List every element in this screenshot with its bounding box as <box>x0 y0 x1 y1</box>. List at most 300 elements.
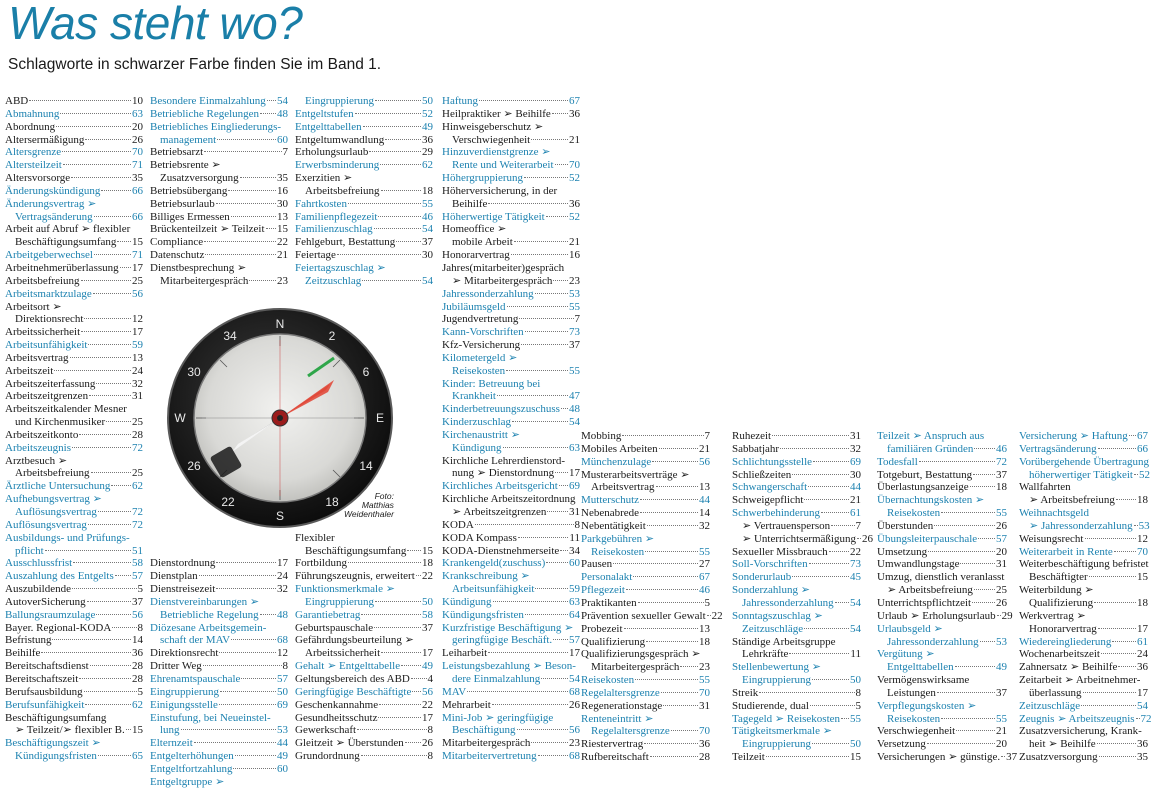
index-entry[interactable] <box>442 429 580 442</box>
index-entry[interactable] <box>150 108 288 121</box>
index-entry[interactable] <box>5 134 143 147</box>
index-entry[interactable] <box>732 520 861 533</box>
index-entry[interactable] <box>1019 469 1148 482</box>
index-entry[interactable] <box>732 584 861 597</box>
index-entry[interactable] <box>295 223 433 236</box>
entry-term: Arbeitsmarktzulage <box>5 287 92 300</box>
index-entry[interactable] <box>732 636 861 649</box>
index-entry[interactable] <box>442 596 580 609</box>
index-entry[interactable] <box>5 429 143 442</box>
index-entry[interactable] <box>295 249 433 262</box>
index-entry[interactable] <box>442 622 580 635</box>
index-entry[interactable] <box>442 416 580 429</box>
index-entry[interactable] <box>295 634 433 647</box>
index-entry[interactable] <box>877 481 1007 494</box>
index-entry[interactable] <box>442 223 580 236</box>
index-entry[interactable] <box>150 249 288 262</box>
index-entry[interactable] <box>442 108 580 121</box>
index-entry[interactable] <box>442 519 580 532</box>
dot-leader <box>111 485 131 486</box>
index-entry[interactable] <box>581 584 710 597</box>
index-entry[interactable] <box>295 570 433 583</box>
index-entry[interactable] <box>442 634 580 647</box>
index-entry[interactable] <box>295 609 433 622</box>
dot-leader <box>62 151 131 152</box>
index-entry[interactable] <box>442 570 580 583</box>
index-entry[interactable] <box>5 390 143 403</box>
index-entry[interactable] <box>581 571 710 584</box>
index-entry[interactable] <box>581 533 710 546</box>
index-entry[interactable] <box>877 725 1007 738</box>
entry-term: Mitarbeitergespräch <box>591 661 680 674</box>
index-entry[interactable] <box>442 609 580 622</box>
index-entry[interactable] <box>442 275 580 288</box>
index-entry[interactable] <box>295 134 433 147</box>
index-entry[interactable] <box>5 313 143 326</box>
entry-term: Urlaubsgeld ➢ <box>877 622 943 635</box>
index-entry[interactable] <box>877 687 1007 700</box>
index-entry[interactable] <box>581 623 710 636</box>
index-entry[interactable] <box>150 776 288 789</box>
index-entry[interactable] <box>442 493 580 506</box>
index-entry[interactable] <box>442 121 580 134</box>
index-entry[interactable] <box>295 146 433 159</box>
index-entry[interactable] <box>442 712 580 725</box>
index-entry[interactable] <box>150 198 288 211</box>
index-entry[interactable] <box>5 570 143 583</box>
index-entry[interactable] <box>877 494 1007 507</box>
entry-term: Prävention sexueller Gewalt <box>581 609 706 622</box>
index-entry[interactable] <box>5 532 143 545</box>
index-entry[interactable] <box>732 443 861 456</box>
index-entry[interactable] <box>5 236 143 249</box>
index-entry[interactable] <box>295 596 433 609</box>
index-entry[interactable] <box>442 339 580 352</box>
index-entry[interactable] <box>5 609 143 622</box>
index-entry[interactable] <box>1019 687 1148 700</box>
index-entry[interactable] <box>877 609 1013 623</box>
index-entry[interactable] <box>1019 648 1148 661</box>
entry-page-number: 58 <box>422 608 433 621</box>
index-entry[interactable] <box>150 159 288 172</box>
index-entry[interactable] <box>877 456 1007 469</box>
index-entry[interactable] <box>442 557 580 570</box>
index-entry[interactable] <box>5 557 143 570</box>
index-entry[interactable] <box>150 596 288 609</box>
index-entry[interactable] <box>732 751 861 764</box>
index-entry[interactable] <box>442 146 580 159</box>
index-entry[interactable] <box>5 172 143 185</box>
index-entry[interactable] <box>581 469 710 482</box>
index-entry[interactable] <box>581 751 710 764</box>
index-entry[interactable] <box>5 506 143 519</box>
index-entry[interactable] <box>295 108 433 121</box>
index-entry[interactable] <box>442 365 580 378</box>
index-entry[interactable] <box>581 609 723 623</box>
index-entry[interactable] <box>877 443 1007 456</box>
index-entry[interactable] <box>581 725 710 738</box>
index-entry[interactable] <box>150 583 288 596</box>
index-entry[interactable] <box>5 159 143 172</box>
index-entry[interactable] <box>150 146 288 159</box>
index-entry[interactable] <box>5 660 143 673</box>
index-entry[interactable] <box>732 738 861 751</box>
index-entry[interactable] <box>442 185 580 198</box>
index-entry[interactable] <box>1019 520 1148 533</box>
index-entry[interactable] <box>1019 674 1148 687</box>
index-entry[interactable] <box>732 494 861 507</box>
index-entry[interactable] <box>877 751 1018 764</box>
index-entry[interactable] <box>442 532 580 545</box>
index-entry[interactable] <box>442 673 580 686</box>
index-entry[interactable] <box>442 480 580 493</box>
entry-term: Beschäftigungszeit ➢ <box>5 737 101 750</box>
index-entry[interactable] <box>877 713 1007 726</box>
index-entry[interactable] <box>150 609 288 622</box>
index-entry[interactable] <box>5 622 143 635</box>
index-entry[interactable] <box>5 198 143 211</box>
index-entry[interactable] <box>732 456 861 469</box>
index-entry[interactable] <box>442 737 580 750</box>
index-entry[interactable] <box>5 95 143 108</box>
index-entry[interactable] <box>1019 610 1148 623</box>
index-entry[interactable] <box>732 546 861 559</box>
index-entry[interactable] <box>877 430 1007 443</box>
index-entry[interactable] <box>5 288 143 301</box>
index-entry[interactable] <box>1019 584 1148 597</box>
index-entry[interactable] <box>442 686 580 699</box>
index-entry[interactable] <box>295 724 433 737</box>
index-entry[interactable] <box>295 185 433 198</box>
index-entry[interactable] <box>581 546 710 559</box>
index-entry[interactable] <box>295 647 433 660</box>
index-entry[interactable] <box>150 134 288 147</box>
index-entry[interactable] <box>581 713 710 726</box>
index-entry[interactable] <box>295 750 433 763</box>
index-entry[interactable] <box>442 95 580 108</box>
index-entry[interactable] <box>1019 558 1148 571</box>
index-entry[interactable] <box>5 750 143 763</box>
index-entry[interactable] <box>442 159 580 172</box>
entry-term: management <box>160 133 217 146</box>
index-entry[interactable] <box>150 699 288 712</box>
index-entry[interactable] <box>5 146 143 159</box>
index-column-6 <box>732 430 873 764</box>
index-entry[interactable] <box>581 648 710 661</box>
index-entry[interactable] <box>1019 494 1148 507</box>
index-entry[interactable] <box>1019 546 1148 559</box>
index-entry[interactable] <box>5 686 143 699</box>
index-entry[interactable] <box>150 622 288 635</box>
index-entry[interactable] <box>295 673 433 686</box>
index-entry[interactable] <box>442 660 580 673</box>
index-entry[interactable] <box>581 520 710 533</box>
index-entry[interactable] <box>150 262 288 275</box>
index-entry[interactable] <box>442 326 580 339</box>
index-entry[interactable] <box>442 583 580 596</box>
index-entry[interactable] <box>581 738 710 751</box>
entry-term: Altersteilzeit <box>5 159 62 172</box>
index-entry[interactable] <box>732 687 861 700</box>
index-entry[interactable] <box>442 724 580 737</box>
index-entry[interactable] <box>1019 700 1148 713</box>
index-entry[interactable] <box>581 507 710 520</box>
index-entry[interactable] <box>295 275 433 288</box>
index-entry[interactable] <box>5 339 143 352</box>
dot-leader <box>521 344 568 345</box>
index-entry[interactable] <box>150 763 288 776</box>
index-entry[interactable] <box>1019 571 1148 584</box>
index-entry[interactable] <box>5 416 143 429</box>
index-entry[interactable] <box>5 673 143 686</box>
index-entry[interactable] <box>732 430 861 443</box>
index-entry[interactable] <box>1019 533 1148 546</box>
index-entry[interactable] <box>442 288 580 301</box>
index-entry[interactable] <box>732 571 861 584</box>
index-entry[interactable] <box>1019 443 1148 456</box>
index-entry[interactable] <box>5 301 143 314</box>
index-entry[interactable] <box>1019 636 1148 649</box>
index-entry[interactable] <box>1019 481 1148 494</box>
index-entry[interactable] <box>150 647 288 660</box>
index-entry[interactable] <box>5 275 143 288</box>
index-entry[interactable] <box>877 584 1007 597</box>
index-entry[interactable] <box>877 661 1007 674</box>
dot-leader <box>216 203 276 204</box>
index-entry[interactable] <box>295 660 433 673</box>
index-entry[interactable] <box>1019 456 1148 469</box>
index-entry[interactable] <box>5 378 143 391</box>
index-entry[interactable] <box>5 262 143 275</box>
index-entry[interactable] <box>442 262 580 275</box>
index-entry[interactable] <box>732 610 861 623</box>
entry-page-number: 55 <box>699 674 710 687</box>
index-entry[interactable] <box>442 352 580 365</box>
index-entry[interactable] <box>877 533 1007 546</box>
dot-leader <box>412 691 421 692</box>
index-entry[interactable] <box>877 623 1007 636</box>
dot-leader <box>831 525 854 526</box>
index-entry[interactable] <box>150 185 288 198</box>
index-entry[interactable] <box>1019 597 1148 610</box>
index-entry[interactable] <box>5 699 143 712</box>
index-entry[interactable] <box>5 365 143 378</box>
index-entry[interactable] <box>442 442 580 455</box>
index-entry[interactable] <box>150 236 288 249</box>
index-entry[interactable] <box>5 724 143 737</box>
index-entry[interactable] <box>442 403 580 416</box>
index-entry[interactable] <box>5 737 143 750</box>
index-entry[interactable] <box>295 622 433 635</box>
index-entry[interactable] <box>442 301 580 314</box>
index-entry[interactable] <box>5 403 143 416</box>
index-entry[interactable] <box>442 134 580 147</box>
index-entry[interactable] <box>732 661 861 674</box>
index-entry[interactable] <box>150 686 288 699</box>
index-entry[interactable] <box>732 725 861 738</box>
index-entry[interactable] <box>1019 712 1152 726</box>
index-entry[interactable] <box>150 712 288 725</box>
index-entry[interactable] <box>150 275 288 288</box>
index-entry[interactable] <box>295 557 433 570</box>
index-entry[interactable] <box>732 713 861 726</box>
index-entry[interactable] <box>150 211 288 224</box>
index-entry[interactable] <box>5 634 143 647</box>
index-entry[interactable] <box>5 121 143 134</box>
index-entry[interactable] <box>581 481 710 494</box>
index-entry[interactable] <box>150 724 288 737</box>
entry-page-number: 51 <box>132 544 143 557</box>
index-entry[interactable] <box>442 699 580 712</box>
index-entry[interactable] <box>732 469 861 482</box>
index-entry[interactable] <box>150 223 288 236</box>
index-entry[interactable] <box>877 648 1007 661</box>
index-entry[interactable] <box>877 558 1007 571</box>
index-entry[interactable] <box>581 456 710 469</box>
index-entry[interactable] <box>581 558 710 571</box>
index-entry[interactable] <box>581 700 710 713</box>
index-entry[interactable] <box>150 750 288 763</box>
index-entry[interactable] <box>295 236 433 249</box>
index-entry[interactable] <box>442 236 580 249</box>
index-entry[interactable] <box>732 532 873 546</box>
entry-page-number: 13 <box>699 481 710 494</box>
index-entry[interactable] <box>5 249 143 262</box>
index-entry[interactable] <box>1019 751 1148 764</box>
index-entry[interactable] <box>5 493 143 506</box>
index-entry[interactable] <box>877 738 1007 751</box>
index-entry[interactable] <box>150 673 288 686</box>
index-entry[interactable] <box>581 494 710 507</box>
index-entry[interactable] <box>442 647 580 660</box>
index-entry[interactable] <box>295 737 433 750</box>
index-entry[interactable] <box>295 95 433 108</box>
entry-page-number: 36 <box>699 738 710 751</box>
index-entry[interactable] <box>442 455 580 468</box>
index-entry[interactable] <box>732 623 861 636</box>
index-entry[interactable] <box>5 519 143 532</box>
index-entry[interactable] <box>5 583 143 596</box>
index-entry[interactable] <box>295 198 433 211</box>
index-entry[interactable] <box>1019 738 1148 751</box>
dot-leader <box>980 641 995 642</box>
index-entry[interactable] <box>295 121 433 134</box>
index-entry[interactable] <box>150 95 288 108</box>
index-entry[interactable] <box>877 469 1007 482</box>
svg-text:18: 18 <box>325 495 339 509</box>
index-entry[interactable] <box>150 121 288 134</box>
dot-leader <box>89 395 131 396</box>
index-entry[interactable] <box>581 674 710 687</box>
index-entry[interactable] <box>150 570 288 583</box>
index-entry[interactable] <box>877 546 1007 559</box>
index-entry[interactable] <box>295 211 433 224</box>
index-entry[interactable] <box>442 506 580 519</box>
index-entry[interactable] <box>581 661 710 674</box>
index-entry[interactable] <box>442 211 580 224</box>
index-entry[interactable] <box>732 481 861 494</box>
dot-leader <box>220 691 276 692</box>
index-entry[interactable] <box>442 313 580 326</box>
index-entry[interactable] <box>581 636 710 649</box>
index-entry[interactable] <box>5 223 143 236</box>
index-entry[interactable] <box>442 198 580 211</box>
index-entry[interactable] <box>295 545 433 558</box>
index-entry[interactable] <box>5 442 143 455</box>
index-entry[interactable] <box>581 430 710 443</box>
dot-leader <box>361 614 421 615</box>
index-entry[interactable] <box>732 507 861 520</box>
index-entry[interactable] <box>1019 623 1148 636</box>
index-entry[interactable] <box>877 507 1007 520</box>
index-entry[interactable] <box>442 750 580 763</box>
index-entry[interactable] <box>442 378 580 391</box>
index-entry[interactable] <box>150 634 288 647</box>
index-entry[interactable] <box>442 467 580 480</box>
index-entry[interactable] <box>581 443 710 456</box>
index-entry[interactable] <box>442 249 580 262</box>
index-entry[interactable] <box>5 185 143 198</box>
index-entry[interactable] <box>732 674 861 687</box>
index-entry[interactable] <box>5 712 143 725</box>
index-entry[interactable] <box>295 159 433 172</box>
index-entry[interactable] <box>732 700 861 713</box>
index-entry[interactable] <box>877 636 1007 649</box>
entry-term: Besondere Einmalzahlung <box>150 95 266 107</box>
index-entry[interactable] <box>581 687 710 700</box>
index-entry[interactable] <box>877 674 1007 687</box>
index-entry[interactable] <box>732 597 861 610</box>
index-entry[interactable] <box>5 647 143 660</box>
index-entry[interactable] <box>877 700 1007 713</box>
index-entry[interactable] <box>877 571 1007 584</box>
index-entry[interactable] <box>5 326 143 339</box>
index-entry[interactable] <box>5 455 143 468</box>
index-entry[interactable] <box>295 583 433 596</box>
index-entry[interactable] <box>877 597 1007 610</box>
index-entry[interactable] <box>442 545 580 558</box>
index-entry[interactable] <box>1019 725 1148 738</box>
index-entry[interactable] <box>442 172 580 185</box>
index-entry[interactable] <box>150 660 288 673</box>
index-entry[interactable] <box>732 648 861 661</box>
index-entry[interactable] <box>5 352 143 365</box>
index-entry[interactable] <box>150 172 288 185</box>
index-entry[interactable] <box>1019 507 1148 520</box>
index-entry[interactable] <box>295 712 433 725</box>
index-entry[interactable] <box>442 390 580 403</box>
index-entry[interactable] <box>1019 661 1148 674</box>
index-entry[interactable] <box>5 108 143 121</box>
index-entry[interactable] <box>5 596 143 609</box>
index-entry[interactable] <box>295 686 433 699</box>
index-entry[interactable] <box>732 558 861 571</box>
index-entry[interactable] <box>5 480 143 493</box>
index-entry[interactable] <box>150 557 288 570</box>
index-entry[interactable] <box>581 597 710 610</box>
entry-page-number: 54 <box>569 416 580 429</box>
index-entry[interactable] <box>877 520 1007 533</box>
index-entry[interactable] <box>5 211 143 224</box>
index-entry[interactable] <box>295 262 433 275</box>
index-entry[interactable] <box>1019 430 1148 443</box>
index-entry[interactable] <box>5 545 143 558</box>
index-entry[interactable] <box>295 172 433 185</box>
entry-term: Ausschlussfrist <box>5 557 73 570</box>
index-entry[interactable] <box>295 699 433 712</box>
index-entry[interactable] <box>5 467 143 480</box>
index-entry[interactable] <box>150 737 288 750</box>
